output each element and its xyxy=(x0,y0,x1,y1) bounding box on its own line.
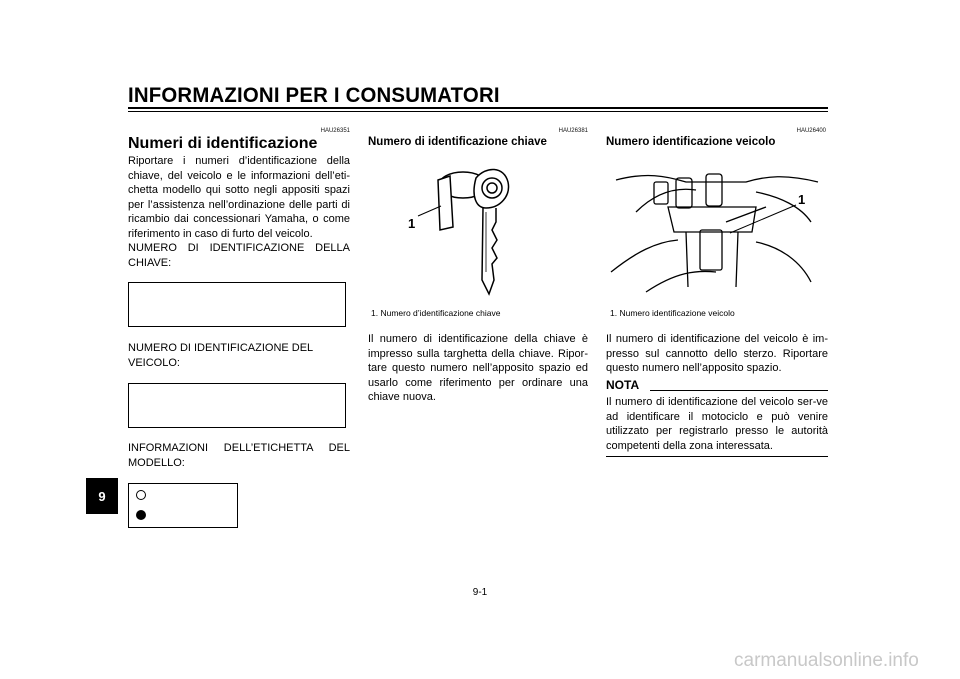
vehicle-number-label: NUMERO DI IDENTIFICAZIONE DEL VEICOLO: xyxy=(128,342,313,369)
header-rule-thin xyxy=(128,111,828,112)
section-heading-vehicle: Numero identificazione veicolo xyxy=(606,136,776,148)
header-rule-thick xyxy=(128,107,828,109)
vehicle-number-field[interactable] xyxy=(128,383,346,428)
page-number: 9-1 xyxy=(472,587,488,598)
key-figure-caption: 1. Numero d’identificazione chiave xyxy=(371,308,501,318)
intro-paragraph: Riportare i numeri d’identificazione della chiave, del veicolo e le informazioni dell’eti-chetta modello qui sotto negli appositi spazi per l’assistenza nell’ordinazione delle parti di ricambio dai concessionari Yamaha, o come riferimento in caso di furto del veicolo. xyxy=(128,155,350,240)
vehicle-callout-number: 1 xyxy=(798,192,806,207)
nota-top-rule xyxy=(650,390,828,391)
key-illustration xyxy=(368,152,588,302)
key-number-field[interactable] xyxy=(128,282,346,327)
nota-text: Il numero di identificazione del veicolo ser-ve ad identificare il motociclo e può venire utilizzato per registrarlo presso le autorità competenti della zona interessata. xyxy=(606,396,828,452)
filled-circle-icon xyxy=(136,510,146,520)
section-heading-identification: Numeri di identificazione xyxy=(128,135,318,152)
section-code-left: HAU26351 xyxy=(320,128,350,134)
nota-title: NOTA xyxy=(606,378,640,392)
model-label-field[interactable] xyxy=(128,483,238,528)
vehicle-paragraph: Il numero di identificazione del veicolo è im-presso sul cannotto dello sterzo. Riportare questo numero nell’apposito spazio. xyxy=(606,333,828,375)
section-code-middle: HAU26381 xyxy=(558,128,588,134)
key-callout-number: 1 xyxy=(408,216,416,231)
section-heading-key: Numero di identificazione chiave xyxy=(368,136,547,148)
model-label-title: INFORMAZIONI DELL’ETICHETTA DEL MODELLO: xyxy=(128,442,350,469)
key-paragraph: Il numero di identificazione della chiave è impresso sulla targhetta della chiave. Ripor-tare questo numero nell’apposito spazio ed usarlo come riferimento per ordinare una chiave nuova. xyxy=(368,333,588,404)
vehicle-illustration xyxy=(606,152,828,302)
chapter-tab: 9 xyxy=(86,478,118,514)
watermark: carmanualsonline.info xyxy=(734,650,919,671)
chapter-title: INFORMAZIONI PER I CONSUMATORI xyxy=(128,84,500,107)
key-number-label: NUMERO DI IDENTIFICAZIONE DELLA CHIAVE: xyxy=(128,242,350,269)
open-circle-icon xyxy=(136,490,146,500)
section-code-right: HAU26400 xyxy=(796,128,826,134)
vehicle-figure-caption: 1. Numero identificazione veicolo xyxy=(610,308,735,318)
nota-bottom-rule xyxy=(606,456,828,457)
